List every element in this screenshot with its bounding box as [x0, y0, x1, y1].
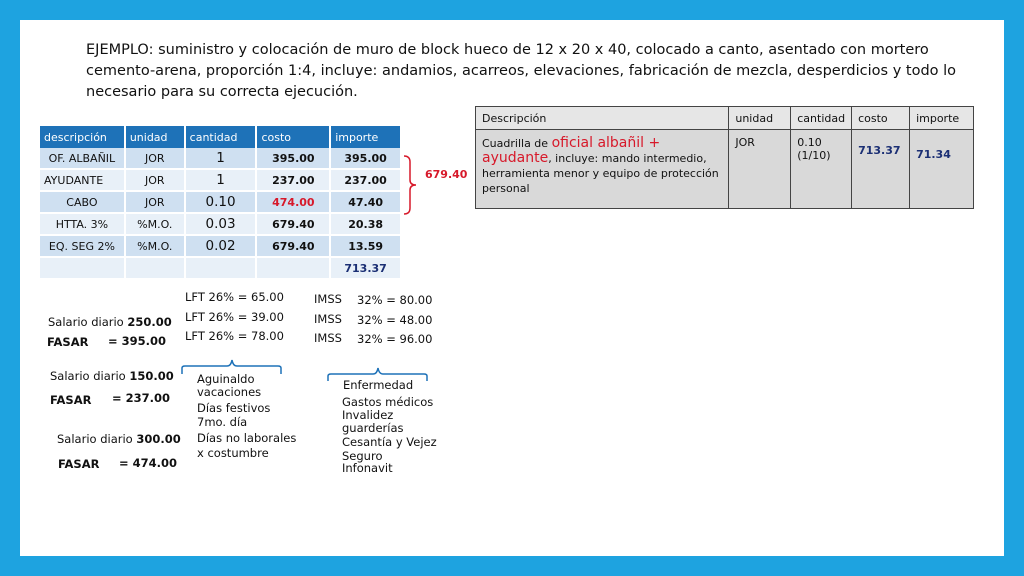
lft-item: x costumbre	[197, 446, 269, 460]
imss-item: Enfermedad	[343, 378, 414, 392]
cell: AYUDANTE	[40, 169, 125, 191]
table-header-row	[40, 126, 401, 148]
imss-label: IMSS	[314, 312, 342, 326]
imss-item: Gastos médicos	[342, 395, 434, 409]
col-header: descripción	[40, 126, 125, 148]
fasar-value: = 237.00	[112, 391, 171, 405]
lft-item: Días no laborales	[197, 431, 297, 445]
fasar-label: FASAR	[58, 457, 100, 471]
cell: 237.00	[330, 169, 401, 191]
cell: 13.59	[330, 235, 401, 257]
table-row	[40, 213, 401, 235]
cell: 237.00	[256, 169, 330, 191]
cell: CABO	[40, 191, 125, 213]
cell: 0.10 (1/10)	[791, 130, 852, 209]
table-row-total	[40, 257, 401, 279]
imss-label: IMSS	[314, 331, 342, 345]
slide	[20, 20, 1004, 556]
lft-item: Aguinaldo	[197, 372, 255, 386]
imss-item: guarderías	[342, 421, 404, 435]
cell: 679.40	[256, 213, 330, 235]
table-row	[40, 148, 401, 169]
salary-line: Salario diario 300.00	[57, 432, 181, 446]
imss-item: Seguro	[342, 449, 383, 463]
cell: 0.03	[185, 213, 257, 235]
table-row	[476, 130, 974, 209]
cell: HTTA. 3%	[40, 213, 125, 235]
bracket-subtotal: 679.40	[425, 168, 468, 181]
cell: EQ. SEG 2%	[40, 235, 125, 257]
lft-item: 7mo. día	[197, 415, 248, 429]
cell: 0.10	[185, 191, 257, 213]
cell: 20.38	[330, 213, 401, 235]
cell: JOR	[125, 191, 185, 213]
imss-item: Cesantía y Vejez	[342, 435, 437, 449]
cell: 1	[185, 169, 257, 191]
lft-line: LFT 26% = 65.00	[185, 290, 284, 304]
imss-label: IMSS	[314, 292, 342, 306]
lft-item: Días festivos	[197, 401, 271, 415]
fasar-value: = 395.00	[108, 334, 167, 348]
cell: 395.00	[330, 148, 401, 169]
lft-line: LFT 26% = 39.00	[185, 310, 284, 324]
crew-cost-table	[475, 106, 974, 209]
fasar-label: FASAR	[50, 393, 92, 407]
cell: 713.37	[852, 130, 910, 209]
lft-line: LFT 26% = 78.00	[185, 329, 284, 343]
page-title: EJEMPLO: suministro y colocación de muro de block hueco de 12 x 20 x 40, colocado a canto, asentado con mortero cemento-arena, proporción 1:4, incluye: andamios, acarreos, elevaciones, fabricación de mezcla, desperdicios y todo lo necesario para su correcta ejecución.	[86, 42, 957, 100]
table-header-row	[476, 107, 974, 130]
cell: 47.40	[330, 191, 401, 213]
red-bracket-icon	[402, 154, 422, 216]
cell: JOR	[125, 148, 185, 169]
imss-value: 32% = 48.00	[357, 313, 433, 327]
col-header: Descripción	[476, 107, 729, 130]
col-header: importe	[330, 126, 401, 148]
cell: %M.O.	[125, 235, 185, 257]
cell: 1	[185, 148, 257, 169]
total-cell: 713.37	[330, 257, 401, 279]
cell: JOR	[125, 169, 185, 191]
imss-value: 32% = 80.00	[357, 293, 433, 307]
fasar-label: FASAR	[47, 335, 89, 349]
imss-item: Invalidez	[342, 408, 394, 422]
cell: 71.34	[910, 130, 974, 209]
lft-item: vacaciones	[197, 385, 262, 399]
cell: OF. ALBAÑIL	[40, 148, 125, 169]
imss-value: 32% = 96.00	[357, 332, 433, 346]
cell: 0.02	[185, 235, 257, 257]
cell: %M.O.	[125, 213, 185, 235]
desc-suffix: , incluye: mando intermedio, herramienta menor y equipo de protección personal	[482, 152, 719, 195]
fasar-value: = 474.00	[119, 456, 178, 470]
salary-line: Salario diario 250.00	[48, 315, 172, 329]
imss-item: Infonavit	[342, 461, 393, 475]
table-row	[40, 235, 401, 257]
cell: JOR	[729, 130, 791, 209]
col-header: costo	[852, 107, 910, 130]
col-header: costo	[256, 126, 330, 148]
desc-highlight: oficial albañil + ayudante	[482, 135, 661, 166]
salary-line: Salario diario 150.00	[50, 369, 174, 383]
labor-cost-table	[40, 126, 402, 280]
cell: 395.00	[256, 148, 330, 169]
col-header: unidad	[729, 107, 791, 130]
col-header: unidad	[125, 126, 185, 148]
desc-prefix: Cuadrilla de	[482, 137, 552, 150]
crew-description	[476, 130, 729, 209]
cell: 679.40	[256, 235, 330, 257]
col-header: cantidad	[185, 126, 257, 148]
col-header: importe	[910, 107, 974, 130]
col-header: cantidad	[791, 107, 852, 130]
table-row	[40, 191, 401, 213]
cell: 474.00	[256, 191, 330, 213]
table-row	[40, 169, 401, 191]
